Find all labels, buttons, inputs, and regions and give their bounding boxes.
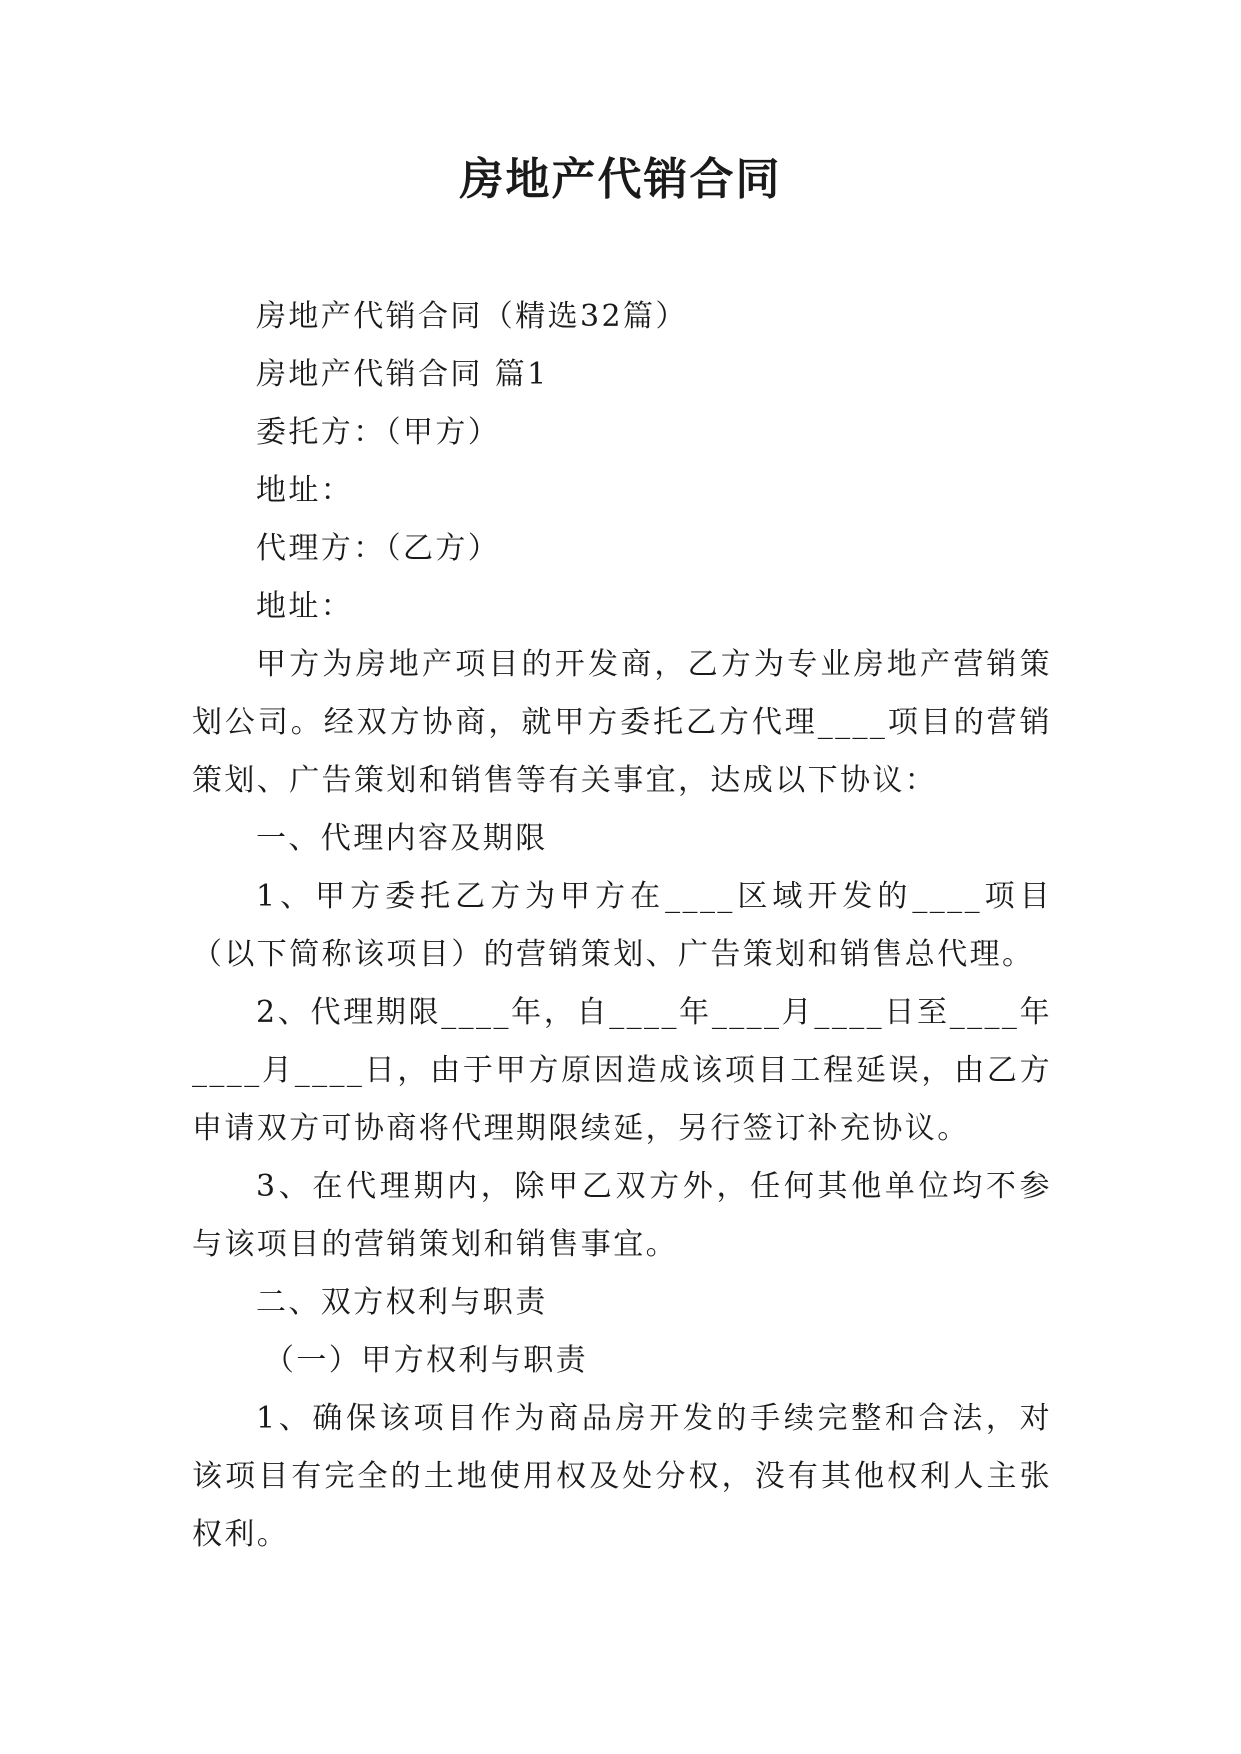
paragraph-heading-scope: 一、代理内容及期限 <box>256 821 548 856</box>
paragraph-section-heading: 房地产代销合同 篇1 <box>256 357 549 392</box>
document-body <box>192 288 1052 1564</box>
paragraph-subtitle: 房地产代销合同（精选32篇） <box>256 299 688 334</box>
document-title: 房地产代销合同 <box>459 154 782 205</box>
paragraph-heading-rights: 二、双方权利与职责 <box>256 1285 548 1320</box>
paragraph-clause-3: 3、在代理期内，除甲乙双方外，任何其他单位均不参与该项目的营销策划和销售事宜。 <box>192 1169 1052 1262</box>
paragraph-subheading-party-a: （一）甲方权利与职责 <box>264 1343 588 1378</box>
paragraph-agent: 代理方：（乙方） <box>256 531 501 566</box>
paragraph-clause-2: 2、代理期限____年，自____年____月____日至____年____月____日，由于甲方原因造成该项目工程延误，由乙方申请双方可协商将代理期限续延，另行签订补充协议。 <box>192 995 1052 1146</box>
paragraph-principal-address: 地址： <box>256 473 354 508</box>
paragraph-party-a-clause-1: 1、确保该项目作为商品房开发的手续完整和合法，对该项目有完全的土地使用权及处分权，没有其他权利人主张权利。 <box>192 1401 1052 1552</box>
paragraph-clause-1: 1、甲方委托乙方为甲方在____区域开发的____项目（以下简称该项目）的营销策划、广告策划和销售总代理。 <box>192 879 1052 972</box>
paragraph-agent-address: 地址： <box>256 589 354 624</box>
paragraph-preamble: 甲方为房地产项目的开发商，乙方为专业房地产营销策划公司。经双方协商，就甲方委托乙方代理____项目的营销策划、广告策划和销售等有关事宜，达成以下协议： <box>192 647 1052 798</box>
paragraph-principal: 委托方：（甲方） <box>256 415 501 450</box>
